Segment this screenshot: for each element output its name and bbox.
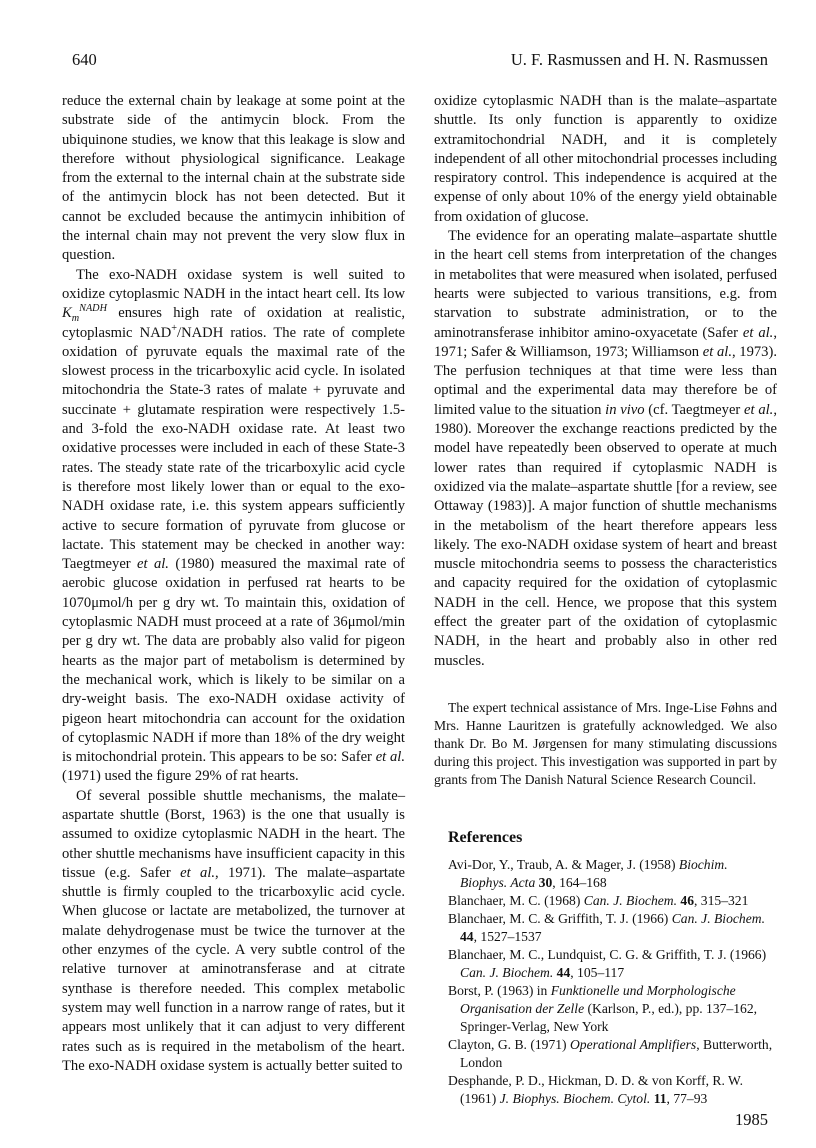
reference-item [448,1072,778,1108]
km-superscript: NADH [79,303,107,315]
paragraph: oxidize cytoplasmic NADH than is the malate–aspartate shuttle. Its only function is apparently to oxidize extramitochondrial NADH, and it is completely independent of all other mitochondrial processes including respiratory control. This independence is acquired at the expense of only about 10% of the energy yield obtainable from oxidation of glucose. [434,93,777,225]
right-column [434,92,777,671]
reference-authors: Borst, P. (1963) in [448,983,551,998]
km-symbol [62,303,107,325]
reference-journal: Biochim. Biophys. Acta [460,857,728,890]
italic-et-al: et al. [744,401,774,418]
text-run: , 1971). The malate–aspartate shuttle is firmly coupled to the tricarboxylic acid cycle. When glucose or lactate are metabolized, the turnover at malate dehydrogenase must be twice the turnover at the other enzymes of the cycle. A very subtle control of the relative turnover at aminotransferase and at citrate synthase is therefore needed. This complex metabolic system may well function in a narrow range of rates, but it appears most unlikely that it can adjust to very different rates such as is required in the metabolism of the heart. The exo-NADH oxidase system is actually better suited to [62,864,405,1074]
reference-item [448,946,778,982]
reference-pages: , 77–93 [666,1091,708,1106]
reference-authors: Desphande, P. D., Hickman, D. D. & von Korff, R. W. (1961) [448,1073,744,1106]
km-subscript: m [71,313,80,325]
reference-journal: Can. J. Biochem. [671,911,765,926]
km-letter: K [62,305,72,322]
superscript: + [171,322,178,334]
text-run: The exo-NADH oxidase system is well suited to oxidize cytoplasmic NADH in the intact heart cell. Its low [62,266,405,302]
reference-item [448,910,778,946]
paragraph [62,266,405,787]
reference-pages: , 164–168 [552,875,607,890]
page-number: 640 [72,50,97,69]
paragraph [434,227,777,671]
reference-pages: , 315–321 [694,893,749,908]
text-run: , 1971; Safer & Williamson, 1973; Williamson [434,324,777,360]
reference-volume: 44 [556,965,571,980]
reference-volume: 11 [653,1091,667,1106]
reference-pages: (Karlson, P., ed.), pp. 137–162, Springer-Verlag, New York [460,1001,758,1034]
reference-journal: J. Biophys. Biochem. Cytol. [499,1091,651,1106]
reference-list [448,856,778,1108]
folio: 1985 [735,1110,768,1129]
paragraph [62,787,405,1076]
reference-volume: 44 [460,929,474,944]
reference-journal: Funktionelle und Morphologische Organisation der Zelle [460,983,736,1016]
reference-item [448,982,778,1036]
references-heading: References [448,829,523,846]
text-run: The evidence for an operating malate–aspartate shuttle in the heart cell stems from interpretation of the changes in metabolites that were measured when isolated, perfused hearts were subjected to various transitions, e.g. from starvation to substrate administration, or to the aminotransferase inhibitor amino-oxyacetate (Safer [434,228,777,341]
text-run: , 1980). Moreover the exchange reactions predicted by the model have repeatedly been observed to operate at much lower rates than required if cytoplasmic NADH is oxidized via the malate–aspartate shuttle [for a review, see Ottaway (1983)]. A major function of shuttle mechanisms in the metabolism of the heart therefore appears less likely. The exo-NADH oxidase system of heart and breast muscle mitochondria seems to possess the characteristics and capacity required for the oxidation of cytoplasmic NADH in the cell. Hence, we propose that this system effect the greater part of the oxidation of cytoplasmic NADH, in the heart and probably also in other red muscles. [434,401,777,669]
reference-authors: Avi-Dor, Y., Traub, A. & Mager, J. (1958) [448,857,679,872]
reference-pages: , 105–117 [570,965,625,980]
italic-in-vivo: in vivo [605,401,645,418]
reference-authors: Blanchaer, M. C. (1968) [448,893,584,908]
reference-authors: Clayton, G. B. (1971) [448,1037,570,1052]
reference-journal: Can. J. Biochem. [583,893,677,908]
acknowledgement: The expert technical assistance of Mrs. Inge-Lise Føhns and Mrs. Hanne Lauritzen is gratefully acknowledged. We also thank Dr. Bo M. Jørgensen for many stimulating discussions during this project. This investigation was supported in part by grants from The Danish Natural Science Research Council. [434,700,777,787]
text-run: Of several possible shuttle mechanisms, the malate–aspartate shuttle (Borst, 1963) is the one that usually is assumed to oxidize cytoplasmic NADH in the heart. The other shuttle mechanisms have insufficient capacity in this tissue (e.g. Safer [62,787,405,881]
reference-pages: , Butterworth, London [460,1037,773,1070]
reference-item [448,856,778,892]
reference-authors: Blanchaer, M. C. & Griffith, T. J. (1966) [448,911,672,926]
reference-pages: , 1527–1537 [473,929,542,944]
reference-authors: Blanchaer, M. C., Lundquist, C. G. & Griffith, T. J. (1966) [448,947,767,962]
text-run: , 1973). The perfusion techniques at that time were less than optimal and the experimental data may therefore be of limited value to the situation [434,343,777,418]
reference-item [448,892,778,910]
paragraph: reduce the external chain by leakage at some point at the substrate side of the antimycin block. From the ubiquinone studies, we know that this leakage is slow and therefore without physiological significance. Leakage from the external to the internal chain at the substrate side of the antimycin block has not been detected. But it cannot be excluded because the antimycin inhibition of the internal chain may not prevent the very slow flux in question. [62,93,405,264]
text-run: (1971) used the figure 29% of rat hearts. [62,768,299,785]
text-run: (1980) measured the maximal rate of aerobic glucose oxidation in perfused rat hearts to be 1070μmol/h per g dry wt. To maintain this, oxidation of cytoplasmic NADH must proceed at a rate of 36μmol/min per g dry wt. The data are probably also valid for pigeon hearts as the major part of metabolism is determined by the mechanical work, which is likely to be similar on a dry-weight basis. The exo-NADH oxidase activity of pigeon heart mitochondria can account for the oxidation of cytoplasmic NADH if more than 18% of the dry weight is mitochondrial protein. This appears to be so: Safer [62,556,405,766]
reference-volume: 30 [538,875,553,890]
reference-journal: Can. J. Biochem. [460,965,554,980]
reference-volume: 46 [680,893,694,908]
text-run: ensures high rate of oxidation at realistic, cytoplasmic NAD [62,305,405,341]
italic-et-al: et al. [137,556,169,573]
text-run: /NADH ratios. The rate of complete oxidation of pyruvate equals the maximal rate of the slowest process in the tricarboxylic acid cycle. In isolated mitochondria the State-3 rates of malate + pyruvate and succinate + glutamate respiration were respectively 1.5- and 3-fold the exo-NADH oxidase rate. At least two oxidative processes were included in each of these State-3 rates. The steady state rate of the tricarboxylic acid cycle is therefore most likely lower than or equal to the exo-NADH oxidase rate, i.e. this system appears sufficiently active to secure formation of pyruvate from glucose or lactate. This statement may be checked in another way: Taegtmeyer [62,324,405,573]
italic-et-al: et al. [180,864,216,881]
reference-item [448,1036,778,1072]
italic-et-al: et al. [375,749,405,766]
italic-et-al: et al. [702,343,732,360]
left-column [62,92,405,1076]
text-run: (cf. Taegtmeyer [644,401,745,418]
running-head-authors: U. F. Rasmussen and H. N. Rasmussen [510,50,768,69]
reference-journal: Operational Amplifiers [569,1037,697,1052]
italic-et-al: et al. [742,324,774,341]
